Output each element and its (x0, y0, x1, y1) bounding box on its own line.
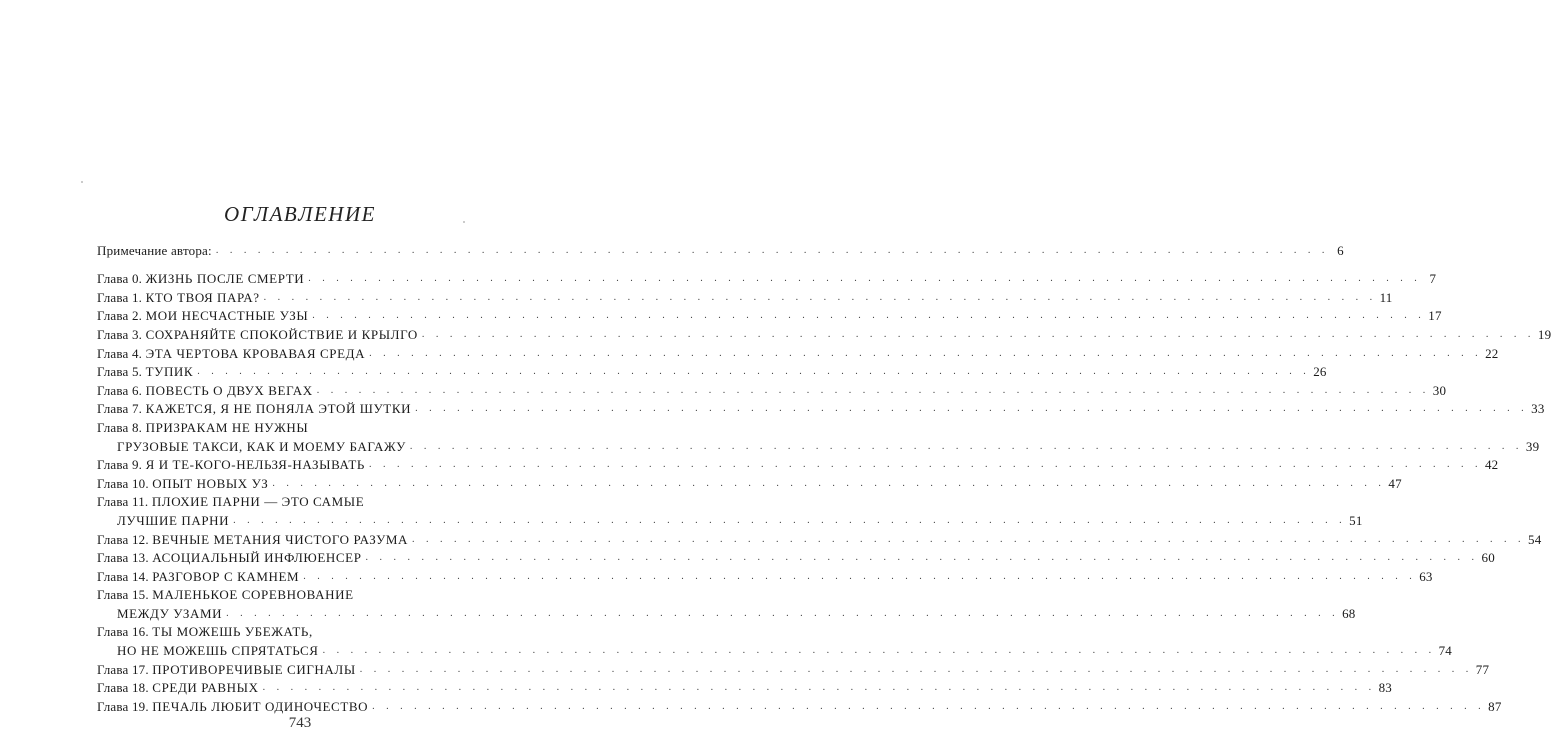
leader-dots: . . . . . . . . . . . . . . . . . . . . . . . . . . . . . . . . . . . . . . . . . . . . . . . . . . . . . . . . . . . . . . . . . . . . . . . . . . . . . . . . (368, 459, 1482, 471)
toc-entry (97, 567, 1433, 586)
chapter-title: МАЛЕНЬКОЕ СОРЕВНОВАНИЕ (152, 587, 354, 603)
leader-dots: . . . . . . . . . . . . . . . . . . . . . . . . . . . . . . . . . . . . . . . . . . . . . . . . . . . . . . . . . . . . . . . . . . . . . . . . . . . . . . . . (233, 514, 1347, 526)
chapter-label: Глава 0. (97, 271, 143, 287)
chapter-title: НО НЕ МОЖЕШЬ СПРЯТАТЬСЯ (117, 643, 319, 659)
chapter-label: Глава 2. (97, 308, 143, 324)
chapter-label: Глава 6. (97, 382, 143, 398)
chapter-title: КАЖЕТСЯ, Я НЕ ПОНЯЛА ЭТОЙ ШУТКИ (145, 401, 412, 417)
chapter-title: СОХРАНЯЙТЕ СПОКОЙСТВИЕ И КРЫЛГО (145, 326, 418, 342)
chapter-label: Глава 12. (97, 531, 149, 547)
leader-dots: . . . . . . . . . . . . . . . . . . . . . . . . . . . . . . . . . . . . . . . . . . . . . . . . . . . . . . . . . . . . . . . . . . . . . . . . . . . . . . . . (369, 347, 1483, 359)
toc-entry (97, 679, 1392, 698)
chapter-title: ПОВЕСТЬ О ДВУХ ВЕГАХ (145, 382, 313, 398)
toc-entry (97, 456, 1499, 475)
toc-entry (97, 344, 1499, 363)
toc-entry (97, 660, 1490, 679)
toc-entry (97, 530, 1542, 549)
leader-dots: . . . . . . . . . . . . . . . . . . . . . . . . . . . . . . . . . . . . . . . . . . . . . . . . . . . . . . . . . . . . . . . . . . . . . . . . . . . . . . . . (262, 682, 1376, 694)
leader-dots: . . . . . . . . . . . . . . . . . . . . . . . . . . . . . . . . . . . . . . . . . . . . . . . . . . . . . . . . . . . . . . . . . . . . . . . . . . . . . . . . (226, 607, 1340, 619)
toc-entry (97, 586, 485, 605)
leader-dots: . . . . . . . . . . . . . . . . . . . . . . . . . . . . . . . . . . . . . . . . . . . . . . . . . . . . . . . . . . . . . . . . . . . . . . . . . . . . . . . . (308, 273, 1422, 285)
table-of-contents (97, 241, 1551, 716)
toc-entry (97, 549, 1495, 568)
chapter-title: КТО ТВОЯ ПАРА? (145, 289, 260, 305)
chapter-label: Глава 9. (97, 457, 143, 473)
chapter-title: МОИ НЕСЧАСТНЫЕ УЗЫ (145, 308, 309, 324)
toc-entry (97, 697, 1502, 716)
toc-entry (97, 418, 485, 437)
page-ref: 22 (1485, 345, 1499, 361)
page-ref: 68 (1342, 605, 1356, 621)
toc-entry (97, 288, 1393, 307)
chapter-label: Глава 15. (97, 587, 149, 603)
chapter-title: ПРОТИВОРЕЧИВЫЕ СИГНАЛЫ (152, 661, 356, 677)
chapter-label: Глава 19. (97, 698, 149, 714)
toc-entry (97, 307, 1442, 326)
page-ref: 83 (1378, 680, 1392, 696)
leader-dots: . . . . . . . . . . . . . . . . . . . . . . . . . . . . . . . . . . . . . . . . . . . . . . . . . . . . . . . . . . . . . . . . . . . . . . . . . . . . . . . . (272, 477, 1386, 489)
page-ref: 77 (1475, 661, 1490, 677)
chapter-title: ПРИЗРАКАМ НЕ НУЖНЫ (145, 419, 309, 435)
toc-entry-continuation (97, 437, 1540, 456)
toc-entry (97, 381, 1447, 400)
chapter-title: ТУПИК (145, 364, 194, 380)
chapter-label: Глава 3. (97, 326, 143, 342)
chapter-title: ПЕЧАЛЬ ЛЮБИТ ОДИНОЧЕСТВО (152, 698, 369, 714)
chapter-title: МЕЖДУ УЗАМИ (117, 605, 223, 621)
toc-entry (97, 493, 485, 512)
chapter-label: Глава 10. (97, 475, 149, 491)
leader-dots: . . . . . . . . . . . . . . . . . . . . . . . . . . . . . . . . . . . . . . . . . . . . . . . . . . . . . . . . . . . . . . . . . . . . . . . . . . . . . . . . (322, 645, 1436, 657)
page-ref: 11 (1379, 289, 1393, 305)
leader-dots: . . . . . . . . . . . . . . . . . . . . . . . . . . . . . . . . . . . . . . . . . . . . . . . . . . . . . . . . . . . . . . . . . . . . . . . . . . . . . . . . (415, 403, 1529, 415)
page-ref: 74 (1438, 643, 1452, 659)
toc-entry-continuation (97, 511, 1363, 530)
chapter-label: Глава 8. (97, 419, 143, 435)
page-ref: 7 (1429, 271, 1437, 287)
chapter-label: Глава 13. (97, 550, 149, 566)
toc-entry (97, 474, 1402, 493)
page-ref: 63 (1419, 568, 1433, 584)
leader-dots: . . . . . . . . . . . . . . . . . . . . . . . . . . . . . . . . . . . . . . . . . . . . . . . . . . . . . . . . . . . . . . . . . . . . . . . . . . . . . . . . (409, 440, 1523, 452)
chapter-label: Глава 16. (97, 624, 149, 640)
page-ref: 39 (1525, 438, 1540, 454)
toc-entry (97, 400, 1545, 419)
leader-dots: . . . . . . . . . . . . . . . . . . . . . . . . . . . . . . . . . . . . . . . . . . . . . . . . . . . . . . . . . . . . . . . . . . . . . . . . . . . . . . . . (215, 244, 1329, 256)
leader-dots: . . . . . . . . . . . . . . . . . . . . . . . . . . . . . . . . . . . . . . . . . . . . . . . . . . . . . . . . . . . . . . . . . . . . . . . . . . . . . . . . (316, 384, 1430, 396)
chapter-title: Примечание автора: (97, 242, 212, 258)
leader-dots: . . . . . . . . . . . . . . . . . . . . . . . . . . . . . . . . . . . . . . . . . . . . . . . . . . . . . . . . . . . . . . . . . . . . . . . . . . . . . . . . (303, 570, 1417, 582)
leader-dots: . . . . . . . . . . . . . . . . . . . . . . . . . . . . . . . . . . . . . . . . . . . . . . . . . . . . . . . . . . . . . . . . . . . . . . . . . . . . . . . . (263, 291, 1377, 303)
toc-entry (97, 241, 1344, 260)
chapter-title: ВЕЧНЫЕ МЕТАНИЯ ЧИСТОГО РАЗУМА (152, 531, 409, 547)
chapter-label: Глава 7. (97, 401, 143, 417)
page-ref: 87 (1488, 698, 1502, 714)
chapter-title: ПЛОХИЕ ПАРНИ — ЭТО САМЫЕ (151, 494, 365, 510)
page-number: 743 (288, 715, 312, 731)
chapter-title: ОПЫТ НОВЫХ УЗ (152, 475, 269, 491)
chapter-title: ЖИЗНЬ ПОСЛЕ СМЕРТИ (145, 271, 305, 287)
toc-entry (97, 623, 485, 642)
toc-heading: ОГЛАВЛЕНИЕ (224, 202, 376, 226)
chapter-title: Я И ТЕ-КОГО-НЕЛЬЗЯ-НАЗЫВАТЬ (145, 457, 365, 473)
chapter-label: Глава 4. (97, 345, 143, 361)
leader-dots: . . . . . . . . . . . . . . . . . . . . . . . . . . . . . . . . . . . . . . . . . . . . . . . . . . . . . . . . . . . . . . . . . . . . . . . . . . . . . . . . (197, 366, 1311, 378)
page-ref: 30 (1432, 382, 1447, 398)
chapter-label: Глава 11. (97, 494, 149, 510)
toc-entry-continuation (97, 641, 1452, 660)
page-ref: 6 (1337, 242, 1344, 258)
leader-dots: . . . . . . . . . . . . . . . . . . . . . . . . . . . . . . . . . . . . . . . . . . . . . . . . . . . . . . . . . . . . . . . . . . . . . . . . . . . . . . . . (372, 700, 1486, 712)
chapter-title: РАЗГОВОР С КАМНЕМ (152, 568, 300, 584)
chapter-title: ГРУЗОВЫЕ ТАКСИ, КАК И МОЕМУ БАГАЖУ (117, 438, 406, 454)
page-ref: 17 (1428, 308, 1442, 324)
page-ref: 54 (1528, 531, 1542, 547)
page-ref: 51 (1349, 512, 1363, 528)
page-ref: 60 (1481, 550, 1495, 566)
chapter-label: Глава 14. (97, 568, 149, 584)
toc-entry (97, 270, 1437, 289)
toc-entry (97, 363, 1327, 382)
leader-dots: . . . . . . . . . . . . . . . . . . . . . . . . . . . . . . . . . . . . . . . . . . . . . . . . . . . . . . . . . . . . . . . . . . . . . . . . . . . . . . . . (412, 533, 1526, 545)
page-ref: 19 (1537, 326, 1551, 342)
chapter-title: СРЕДИ РАВНЫХ (152, 680, 259, 696)
leader-dots: . . . . . . . . . . . . . . . . . . . . . . . . . . . . . . . . . . . . . . . . . . . . . . . . . . . . . . . . . . . . . . . . . . . . . . . . . . . . . . . . (359, 663, 1473, 675)
chapter-label: Глава 17. (97, 661, 149, 677)
chapter-title: ЛУЧШИЕ ПАРНИ (117, 512, 230, 528)
page-ref: 47 (1388, 475, 1402, 491)
chapter-label: Глава 18. (97, 680, 149, 696)
page-ref: 42 (1484, 457, 1499, 473)
toc-entry (97, 325, 1551, 344)
chapter-title: ТЫ МОЖЕШЬ УБЕЖАТЬ, (152, 624, 313, 640)
leader-dots: . . . . . . . . . . . . . . . . . . . . . . . . . . . . . . . . . . . . . . . . . . . . . . . . . . . . . . . . . . . . . . . . . . . . . . . . . . . . . . . . (421, 328, 1535, 340)
page-ref: 26 (1313, 364, 1327, 380)
chapter-title: АСОЦИАЛЬНЫЙ ИНФЛЮЕНСЕР (152, 550, 362, 566)
leader-dots: . . . . . . . . . . . . . . . . . . . . . . . . . . . . . . . . . . . . . . . . . . . . . . . . . . . . . . . . . . . . . . . . . . . . . . . . . . . . . . . . (312, 310, 1426, 322)
page-ref: 33 (1531, 401, 1545, 417)
leader-dots: . . . . . . . . . . . . . . . . . . . . . . . . . . . . . . . . . . . . . . . . . . . . . . . . . . . . . . . . . . . . . . . . . . . . . . . . . . . . . . . . (365, 552, 1479, 564)
toc-entry-continuation (97, 604, 1356, 623)
print-speck (81, 181, 83, 183)
chapter-label: Глава 1. (97, 289, 143, 305)
chapter-label: Глава 5. (97, 364, 143, 380)
chapter-title: ЭТА ЧЕРТОВА КРОВАВАЯ СРЕДА (145, 345, 366, 361)
